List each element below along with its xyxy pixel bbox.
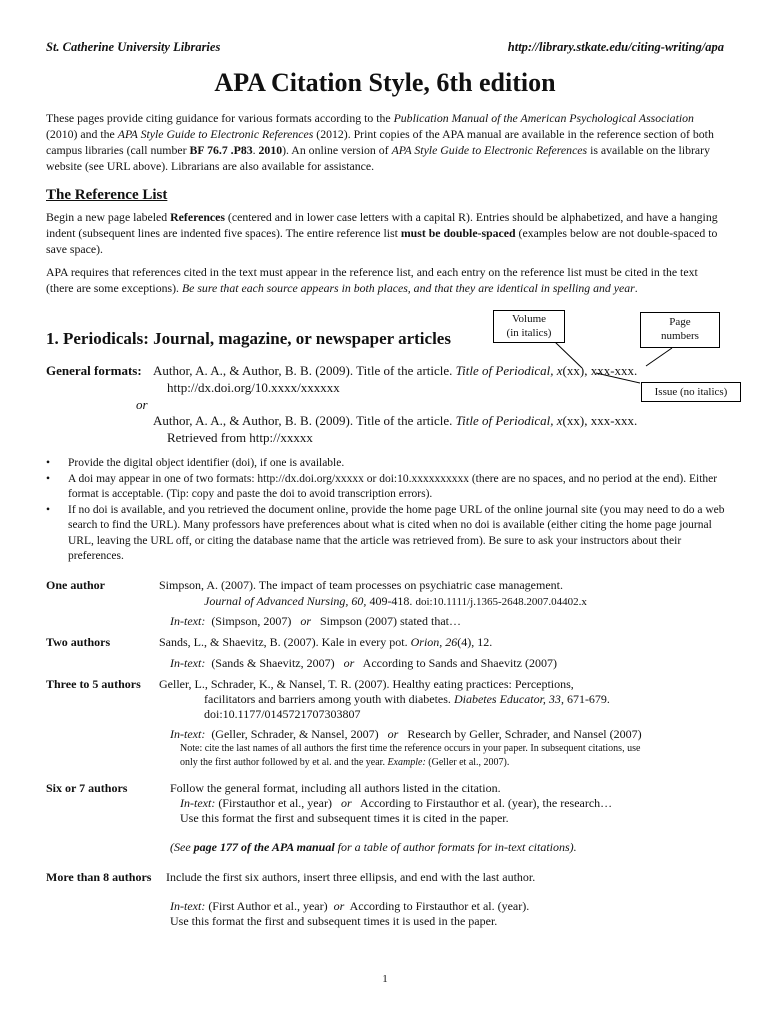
reference-list-paragraph-2: APA requires that references cited in the text must appear in the reference list, and each entry on the reference list must be cited in the text (there are some exceptions). Be sure that each source appears in both places, and that they are identical in spelling and year. bbox=[46, 265, 698, 295]
three-authors-reference-line-2: facilitators and barriers among youth with diabetes. Diabetes Educator, 33, 671-679. bbox=[204, 692, 610, 706]
one-author-reference-line-1: Simpson, A. (2007). The impact of team processes on psychiatric case management. bbox=[159, 578, 564, 592]
three-authors-intext: In-text: (Geller, Schrader, & Nansel, 2007) or Research by Geller, Schrader, and Nansel (2007) bbox=[170, 727, 642, 741]
page-title: APA Citation Style, 6th edition bbox=[214, 68, 556, 97]
three-to-5-authors-label: Three to 5 authors bbox=[46, 677, 141, 691]
one-author-reference-line-2: Journal of Advanced Nursing, 60, 409-418. doi:10.1111/j.1365-2648.2007.04402.x bbox=[204, 594, 587, 608]
six-or-7-authors-label: Six or 7 authors bbox=[46, 781, 128, 795]
three-authors-reference-line-1: Geller, L., Schrader, K., & Nansel, T. R. (2007). Healthy eating practices: Perceptions, bbox=[159, 677, 574, 691]
general-format-or: or bbox=[136, 397, 148, 412]
see-page-177-note: (See page 177 of the APA manual for a table of author formats for in-text citations). bbox=[170, 840, 577, 854]
callout-arrows bbox=[0, 0, 770, 420]
general-format-1: Author, A. A., & Author, B. B. (2009). Title of the article. Title of Periodical, x(xx), xxx-xxx. bbox=[153, 363, 638, 378]
callout-issue: Issue (no italics) bbox=[641, 382, 741, 402]
periodicals-bullets bbox=[46, 456, 726, 565]
intro-paragraph: These pages provide citing guidance for various formats according to the Publication Manual of the American Psychological Association (2010) and the APA Style Guide to Electronic References (2012). Print copies of the APA manual are available in the reference section of both campus libraries (call number BF 76.7 .P83. 2010). An online version of APA Style Guide to Electronic References is available on the library website (see URL above). Librarians are also available for assistance. bbox=[46, 111, 714, 173]
list-item: • Provide the digital object identifier (doi), if one is available. bbox=[46, 457, 345, 469]
reference-list-heading: The Reference List bbox=[46, 187, 168, 203]
three-authors-reference-line-3: doi:10.1177/0145721707303807 bbox=[204, 707, 361, 721]
general-format-1-doi: http://dx.doi.org/10.xxxx/xxxxxx bbox=[167, 380, 340, 395]
six-authors-intext: In-text: (Firstauthor et al., year) or According to Firstauthor et al. (year), the research… bbox=[180, 796, 613, 810]
periodicals-heading: 1. Periodicals: Journal, magazine, or newspaper articles bbox=[46, 329, 451, 348]
reference-list-paragraph-1: Begin a new page labeled References (centered and in lower case letters with a capital R). Entries should be alphabetized, and have a hanging indent (subsequent lines are indented five spaces). The entire reference list must be double-spaced (examples below are not double-spaced to save space). bbox=[46, 210, 718, 256]
general-formats-label: General formats: bbox=[46, 363, 142, 378]
general-format-2: Author, A. A., & Author, B. B. (2009). Title of the article. Title of Periodical, x(xx), xxx-xxx. bbox=[153, 413, 638, 428]
eight-authors-line-3: Use this format the first and subsequent times it is used in the paper. bbox=[170, 914, 498, 928]
eight-authors-line-1: Include the first six authors, insert three ellipsis, and end with the last author. bbox=[166, 870, 536, 884]
general-format-2-retrieved: Retrieved from http://xxxxx bbox=[167, 430, 313, 445]
one-author-intext: In-text: (Simpson, 2007) or Simpson (2007) stated that… bbox=[170, 614, 461, 628]
callout-page-numbers: Page numbers bbox=[640, 312, 720, 348]
eight-authors-intext: In-text: (First Author et al., year) or According to Firstauthor et al. (year). bbox=[170, 899, 530, 913]
two-authors-intext: In-text: (Sands & Shaevitz, 2007) or According to Sands and Shaevitz (2007) bbox=[170, 656, 557, 670]
three-authors-note: Note: cite the last names of all authors the first time the reference occurs in your paper. In subsequent citations, use only the first author followed by et al. and the year. Example: (Geller et al., 2007). bbox=[180, 743, 641, 768]
callout-volume: Volume (in italics) bbox=[493, 310, 565, 343]
header-url: http://library.stkate.edu/citing-writing/apa bbox=[507, 40, 724, 54]
six-authors-line-3: Use this format the first and subsequent times it is cited in the paper. bbox=[180, 811, 509, 825]
one-author-label: One author bbox=[46, 578, 106, 592]
two-authors-label: Two authors bbox=[46, 635, 111, 649]
more-than-8-authors-label: More than 8 authors bbox=[46, 870, 152, 884]
list-item: • A doi may appear in one of two formats: http://dx.doi.org/xxxxx or doi:10.xxxxxxxxxx (there are no spaces, and no period at the end). Either format is acceptable. (Tip: copy and paste the doi to avoid transcription errors). bbox=[46, 472, 718, 500]
header-left: St. Catherine University Libraries bbox=[46, 40, 221, 54]
page-number: 1 bbox=[382, 973, 388, 985]
two-authors-reference: Sands, L., & Shaevitz, B. (2007). Kale in every pot. Orion, 26(4), 12. bbox=[159, 635, 493, 649]
list-item: • If no doi is available, and you retrieved the document online, provide the home page URL of the online journal site (you may need to do a web search to find the URL). Many professors have preferences about what is cited when no doi is available (either citing the home page journal URL, leaving the URL off, or citing the database name that the article was retrieved from). Be sure to ask your instructors about their preferences. bbox=[46, 503, 725, 562]
six-authors-line-1: Follow the general format, including all authors listed in the citation. bbox=[170, 781, 501, 795]
